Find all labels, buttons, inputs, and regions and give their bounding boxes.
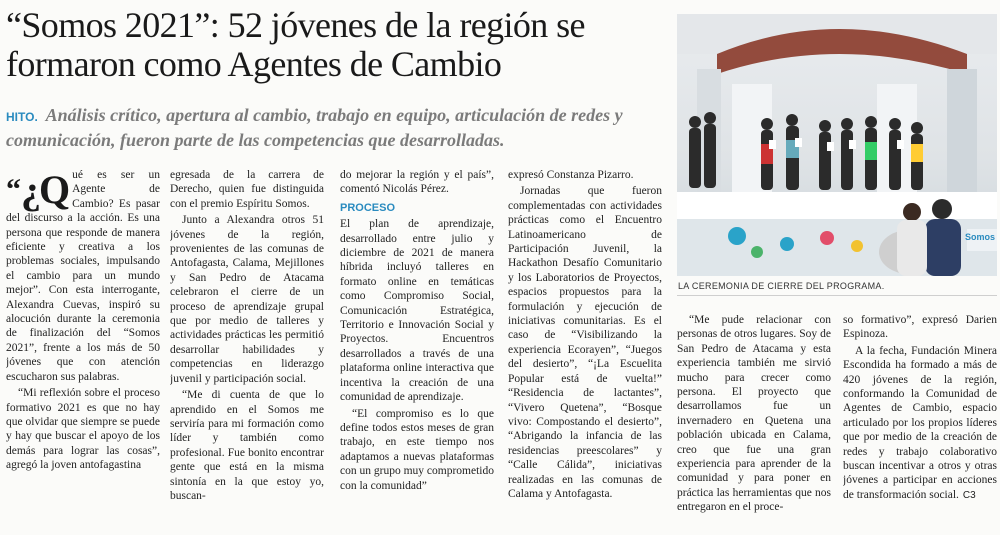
column-4 (508, 168, 662, 532)
column-1-paragraph-1-text: ué es ser un Agente de Cambio? Es pasar del discurso a la acción. Es una persona que responde de manera eficiente y creativa a los problemas sociales, impulsando el cambio para un mundo mejor”. Con esta interrogante, Alexandra Cuevas, inspiró su alocución durante la ceremonia de finalización del “Somos 2021”, frente a los más de 50 jóvenes que con atención escucharon sus palabras. (6, 169, 160, 383)
caption-rule (677, 295, 997, 296)
column-4-paragraph-1: expresó Constanza Pizarro. (508, 169, 634, 181)
column-1-paragraph-1 (6, 168, 160, 384)
column-3-paragraph-3: “El compromiso es lo que define todos estos meses de gran trabajo, en este tiempo nos adaptamos a nuevas plataformas con un grupo muy comprometido con la comunidad” (340, 407, 494, 492)
headline: “Somos 2021”: 52 jóvenes de la región se formaron como Agentes de Cambio (6, 5, 585, 84)
drop-quote-mark: “ (6, 173, 19, 206)
column-6-paragraph-2-text: A la fecha, Fundación Minera Escondida ha formado a más de 420 jóvenes de la región, conformando la Comunidad de Agentes de Cambio, espacio articulado por los propios líderes que por medio de la creación de redes y trabajo colaborativo buscan incentivar a otros y otras jóvenes a participar en acciones de transformación social. (843, 344, 997, 501)
column-2-paragraph-3: “Me di cuenta de que lo aprendido en el Somos me serviría para mi formación como líder y también como profesional. Fue bonito encontrar gente que está en la misma sintonía en la que estoy yo, buscan- (170, 389, 324, 502)
ceremony-photo (677, 14, 997, 276)
column-3-paragraph-1: do mejorar la región y el país”, comentó Nicolás Pérez. (340, 169, 494, 196)
photo-caption: LA CEREMONIA DE CIERRE DEL PROGRAMA. (678, 281, 885, 291)
drop-letter: ¿Q (21, 168, 69, 212)
column-6-paragraph-1: so formativo”, expresó Darien Espinoza. (843, 314, 997, 341)
column-3-paragraph-2: El plan de aprendizaje, desarrollado entre julio y diciembre de 2021 de manera híbrida incluyó talleres en formato online en temáticas como Compromiso Social, Comunicación Estratégica, Territorio e Innovación Social y Proyectos. Encuentros desarrollados a través de una plataforma online interactiva que incentiva la creación de una comunidad de aprendizaje. (340, 218, 494, 404)
column-6-paragraph-2 (843, 344, 997, 503)
column-1-paragraph-2: “Mi reflexión sobre el proceso formativo 2021 es que no hay que olvidar que siempre se puede y hay que buscar el apoyo de los demás para lograr las cosas”, agregó la joven antofagastina (6, 387, 160, 472)
column-4-paragraph-2: Jornadas que fueron complementadas con actividades prácticas como el Encuentro Latinoamericano de Participación Juvenil, la Hackathon Desafío Comunitario y los Laboratorios de Proyectos, espacios propuestos para la formulación y ejecución de iniciativas comunitarias. Es el caso de “Visibilizando la experiencia Ecorayen”, “Juegos del desierto”, “¡La Escuelita Popular está de vuelta!” “Residencia de lactantes”, “Vivero Quetena”, “Bosque vivo: Compostando el desierto”, “Abrigando la infancia de las residencias preescolares” y “Calle Cálida”, iniciativas realizadas en las comunas de Calama y Antofagasta. (508, 185, 662, 500)
ceremony-illustration (677, 14, 997, 276)
column-2-paragraph-1: egresada de la carrera de Derecho, quien fue distinguida con el premio Espíritu Somos. (170, 169, 324, 210)
section-heading: PROCESO (340, 201, 396, 214)
column-3 (340, 168, 494, 532)
kicker-label: HITO. (6, 110, 38, 124)
deck-text: Análisis crítico, apertura al cambio, trabajo en equipo, articulación de redes y comunicación, fueron parte de las competencias que desarrolladas. (6, 105, 623, 150)
column-5 (677, 313, 831, 533)
screen-logo: Somos (965, 232, 996, 242)
column-2 (170, 168, 324, 532)
column-2-paragraph-2: Junto a Alexandra otros 51 jóvenes de la región, provenientes de las comunas de Antofagasta, Calama, Mejillones y San Pedro de Atacama celebraron el cierre de un proceso de aprendizaje grupal que por medio de talleres y actividades prácticas les permitió desarrollar habilidades y competencias en liderazgo juvenil y participación social. (170, 214, 324, 385)
end-mark-icon: C3 (962, 489, 976, 501)
column-5-paragraph-1: “Me pude relacionar con personas de otros lugares. Soy de San Pedro de Atacama y esta experiencia también me sirvió mucho para crecer como persona. El proyecto que desarrollamos fue un invernadero en Quetena una población ubicada en Calama, creo que fue una gran experiencia para aprender de la comunidad y para poner en práctica las herramientas que nos entregaron en el proce- (677, 314, 831, 514)
column-6 (843, 313, 997, 533)
drop-cap (6, 168, 69, 212)
column-1 (6, 168, 160, 532)
deck (6, 104, 666, 152)
